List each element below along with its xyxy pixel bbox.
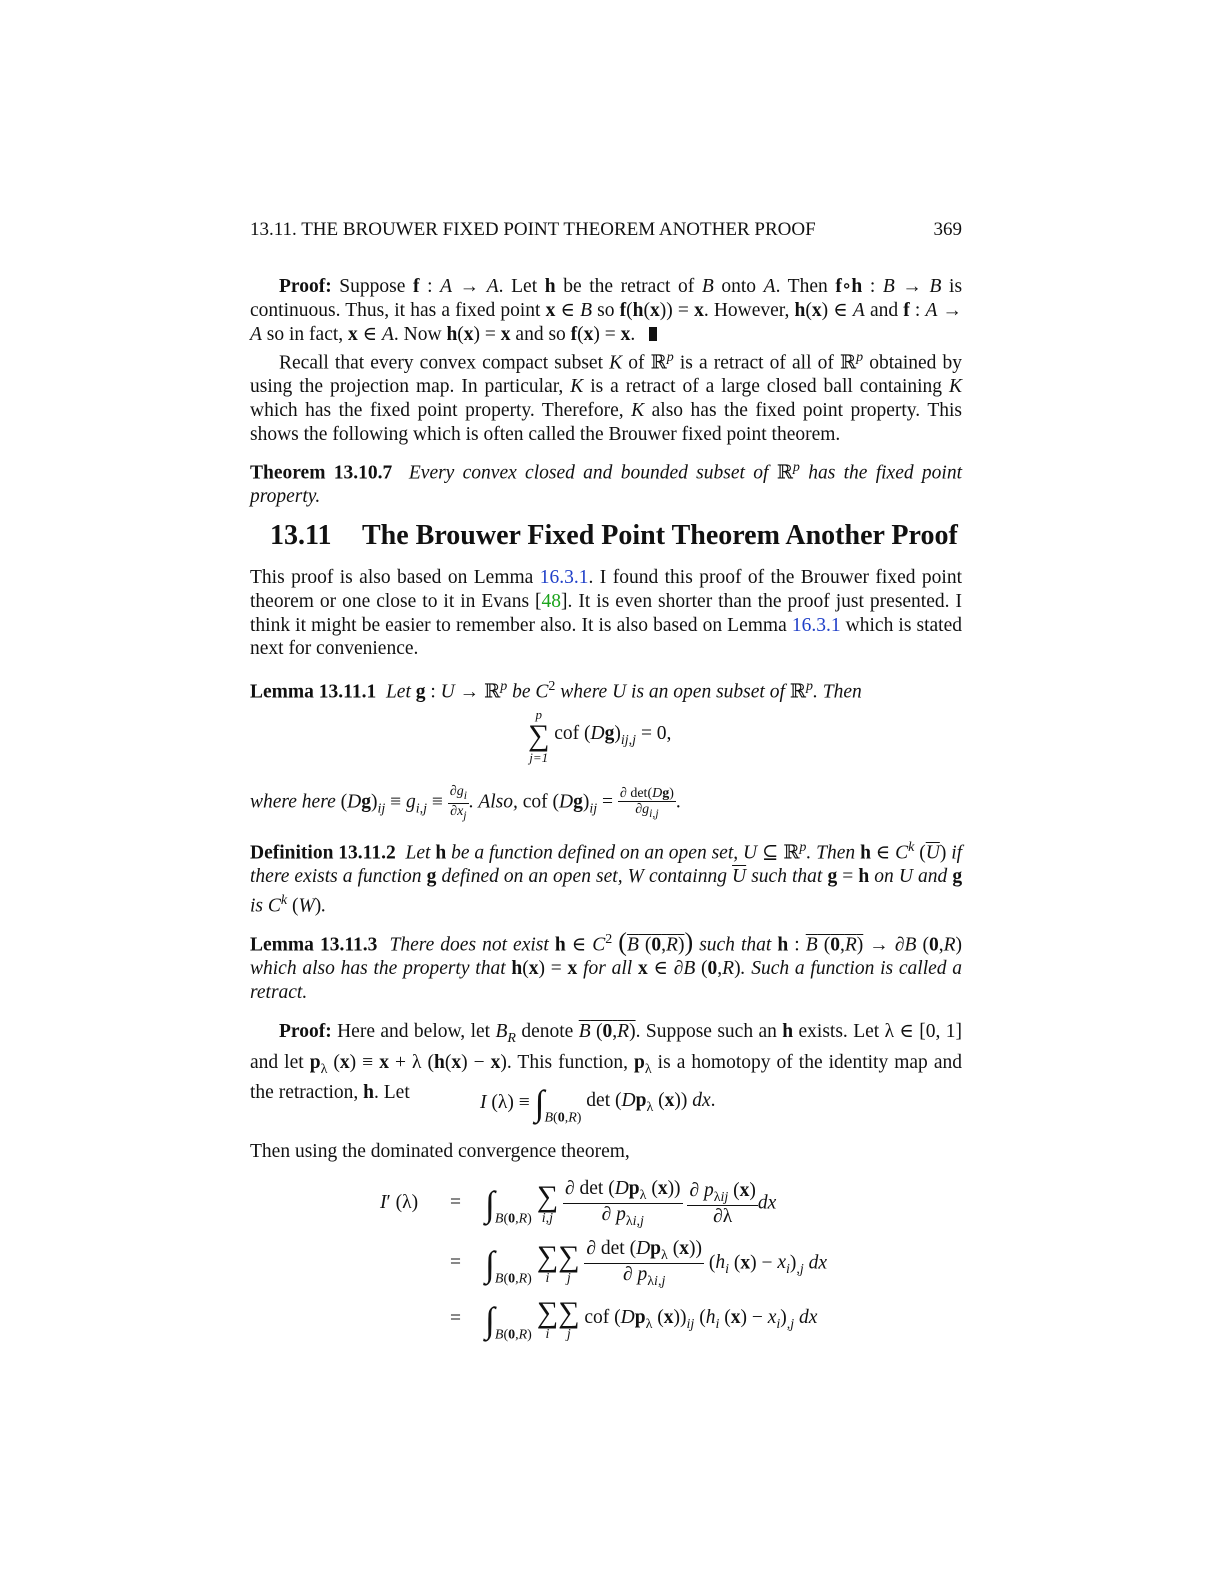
running-title: 13.11. THE BROUWER FIXED POINT THEOREM ANOTHER PROOF: [250, 219, 816, 240]
lemma-label-2: Lemma 13.11.3: [250, 934, 378, 956]
proof-label: Proof:: [279, 276, 332, 297]
lemma-where-line: where here $(Dg)_{ij} \equiv g_{i,j}$ ≡ $\frac{\partial g_i}{\partial x_j}$ . Also, cof $(Dg)_{ij}$ = $\frac{\partial \det(Dg)}{\partial g_{i,j}}$ .: [250, 784, 681, 822]
theorem-label: Theorem 13.10.7: [250, 462, 393, 484]
intro-paragraph: This proof is also based on Lemma 16.3.1. I found this proof of the Brouwer fixed point theorem or one close to it in Evans [48]. It is even shorter than the proof just presented. I think it might be easier to remember also. It is also based on Lemma 16.3.1 which is stated next for convenience.: [250, 567, 962, 660]
sum-equation: p ∑ j=1 cof $(Dg)_{ij,j} = 0$,: [528, 707, 672, 765]
lemma-13-11-1: Lemma 13.11.1 Let g : U → ℝ$^p$ be $C^2$ where U is an open subset of ℝ$^p$. Then: [250, 679, 862, 703]
definition-13-11-2: Definition 13.11.2 Let h be a function defined on an open set, U ⊆ ℝ$^p$. Then h ∈ $C^k$ $(\overline{U})$ if there exists a function g defined on an open set, W containng $\overline{U}$ such that g = h on U and g is $C^k$ (W).: [250, 840, 963, 917]
proof-label-2: Proof:: [279, 1021, 332, 1042]
qed-square: [649, 327, 657, 341]
lemma-label: Lemma 13.11.1: [250, 681, 377, 703]
running-header: [250, 219, 962, 241]
recall-paragraph: Recall that every convex compact subset K of ℝ$^p$ is a retract of all of ℝ$^p$ obtained by using the projection map. In particular, K is a retract of a large closed ball containing K which has the fixed point property. Therefore, K also has the fixed point property. This shows the following which is often called the Brouwer fixed point theorem.: [250, 350, 963, 445]
lemma-link[interactable]: 16.3.1: [539, 567, 589, 588]
lemma-link-2[interactable]: 16.3.1: [791, 614, 841, 636]
derivation-line-1: I′ $(\lambda) = \int_{B(0,R)}$ ∑ i,j $\frac{\partial \det (Dp_\lambda (x))}{\partial p_{\lambda i,j}}$ $\frac{\partial p_{\lambda ij} (x)}{\partial\lambda}$ dx: [380, 1178, 777, 1230]
proof-paragraph-1: Proof: Suppose f : A → A. Let h be the retract of B onto A. Then f∘h : B → B is continuous. Thus, it has a fixed point x ∈ B so f(h(x)) = x. However, h(x) ∈ A and f : A → A so in fact, x ∈ A. Now h(x) = x and so f(x) = x.: [250, 276, 963, 345]
theorem-13-10-7: Theorem 13.10.7 Every convex closed and bounded subset of ℝ$^p$ has the fixed point property.: [250, 460, 963, 508]
section-number: 13.11: [270, 520, 332, 551]
lemma-13-11-3: Lemma 13.11.3 There does not exist h ∈ $C^2$ (B (0,R)) such that h : B (0,R) → ∂B (0,R) which also has the property that h(x) = x for all x ∈ ∂B (0,R). Such a function is called a retract.: [250, 927, 963, 1004]
dominated-line: Then using the dominated convergence theorem,: [250, 1141, 630, 1162]
derivation-line-2: = $\int_{B(0,R)}$ ∑ i ∑ j $\frac{\partial \det (Dp_\lambda (x))}{\partial p_{\lambda i,j}}$ ($h_i$ $(x) - x_i)_{,j}$ dx: [450, 1238, 828, 1290]
section-title: The Brouwer Fixed Point Theorem Another Proof: [362, 520, 958, 551]
page-number: 369: [933, 219, 962, 240]
definition-label: Definition 13.11.2: [250, 842, 396, 864]
integral-definition: I $(\lambda) \equiv \int_{B(0,R)}$ $\det (Dp_\lambda$ (x)) dx.: [480, 1083, 716, 1126]
derivation-line-3: = $\int_{B(0,R)}$ ∑ i ∑ j cof ($Dp_\lambda$ $(x))_{ij}$ ($h_i$ $(x) - x_i)_{,j}$ dx: [450, 1296, 818, 1343]
proof-paragraph-2: Proof: Here and below, let $B_R$ denote B (0,R). Suppose such an h exists. Let λ ∈ [0, 1] and let $p_\lambda$ (x) ≡ x + λ (h(x) − x). This function, $p_\lambda$ is a homotopy of the identity map and the retraction, h. Let: [250, 1021, 963, 1104]
section-heading: [270, 520, 958, 552]
citation-link[interactable]: 48: [541, 590, 562, 612]
